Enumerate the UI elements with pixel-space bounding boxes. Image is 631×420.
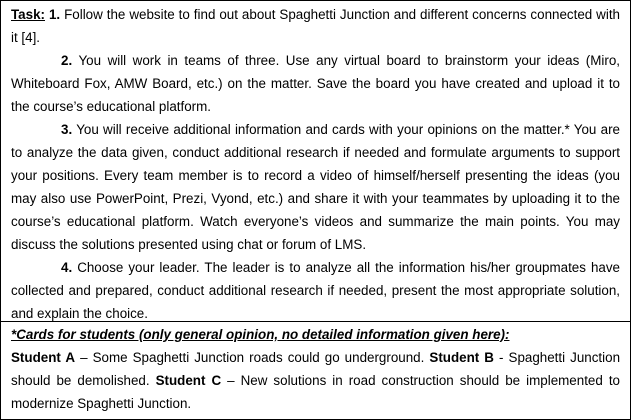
item-1-text: Follow the website to find out about Spaghetti Junction and different concerns connected with it [4]. (11, 7, 620, 45)
cards-body (11, 346, 620, 415)
task-label: Task: (11, 7, 45, 22)
student-b-text: - Spaghetti Junction should be demolished. (11, 350, 621, 388)
student-c-name: Student C (155, 373, 222, 388)
student-cards (11, 323, 620, 415)
item-4-number: 4. (61, 260, 73, 275)
item-1-number: 1. (48, 7, 61, 22)
item-3-number: 3. (61, 122, 73, 137)
task-item-2 (11, 49, 620, 118)
student-c-text: – New solutions in road construction should be implemented to modernize Spaghetti Junction. (11, 373, 620, 411)
student-a-name: Student A (11, 350, 76, 365)
item-3-text: You will receive additional information and cards with your opinions on the matter.* You are to analyze the data given, conduct additional research if needed and formulate arguments to support your positions. Every team member is to record a video of himself/herself presenting the ideas (you may also use PowerPoint, Prezi, Vyond, etc.) and share it with your teammates by uploading it to the course’s educational platform. Watch everyone’s videos and summarize the main points. You may discuss the solutions presented using chat or forum of LMS. (11, 122, 620, 252)
item-4-text: Choose your leader. The leader is to analyze all the information his/her groupmates have collected and prepared, conduct additional research if needed, present the most appropriate solution, and explain the choice. (11, 260, 620, 321)
item-2-text: You will work in teams of three. Use any virtual board to brainstorm your ideas (Miro, Whiteboard Fox, AMW Board, etc.) on the matter. Save the board you have created and upload it to the course’s educational platform. (11, 53, 620, 114)
cards-heading: *Cards for students (only general opinion, no detailed information given here): (11, 327, 510, 342)
task-item-1 (11, 3, 620, 49)
student-a-text: – Some Spaghetti Junction roads could go underground. (75, 350, 430, 365)
task-item-3 (11, 118, 620, 256)
student-b-name: Student B (429, 350, 494, 365)
cards-heading-line (11, 323, 620, 346)
task-item-4 (11, 256, 620, 325)
item-2-number: 2. (61, 53, 73, 68)
section-divider (1, 321, 630, 322)
